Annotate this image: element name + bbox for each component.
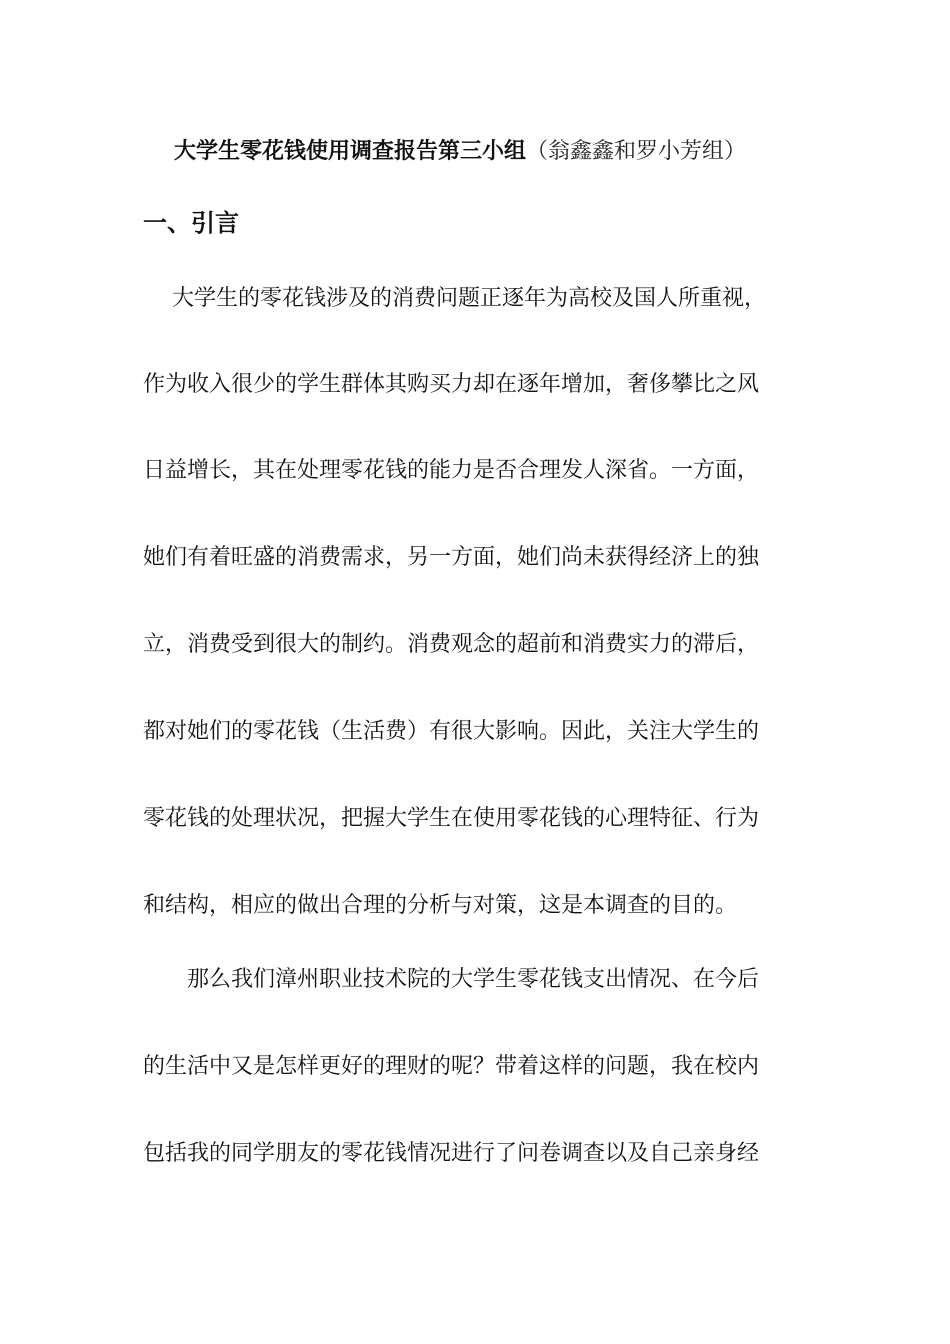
title-main: 大学生零花钱使用调查报告第三小组	[174, 139, 527, 164]
paragraph-line: 她们有着旺盛的消费需求，另一方面，她们尚未获得经济上的独	[143, 545, 760, 570]
paragraph-line: 大学生的零花钱涉及的消费问题正逐年为高校及国人所重视，	[143, 286, 766, 311]
paragraph-line: 的生活中又是怎样更好的理财的呢？带着这样的问题，我在校内	[143, 1054, 760, 1079]
paragraph-line: 包括我的同学朋友的零花钱情况进行了问卷调查以及自己亲身经	[143, 1141, 760, 1166]
section-heading: 一、引言	[143, 209, 239, 237]
document-title	[174, 136, 746, 168]
paragraph-line: 零花钱的处理状况，把握大学生在使用零花钱的心理特征、行为	[143, 806, 760, 831]
paragraph-line: 都对她们的零花钱（生活费）有很大影响。因此，关注大学生的	[143, 719, 760, 744]
title-subtitle: （翁鑫鑫和罗小芳组）	[526, 139, 747, 164]
paragraph-line: 立，消费受到很大的制约。消费观念的超前和消费实力的滞后，	[143, 632, 760, 657]
paragraph-line: 那么我们漳州职业技术院的大学生零花钱支出情况、在今后	[143, 967, 760, 992]
paragraph-line: 日益增长，其在处理零花钱的能力是否合理发人深省。一方面，	[143, 458, 760, 483]
paragraph-line: 作为收入很少的学生群体其购买力却在逐年增加，奢侈攀比之风	[143, 372, 760, 397]
paragraph-line: 和结构，相应的做出合理的分析与对策，这是本调查的目的。	[143, 893, 738, 918]
